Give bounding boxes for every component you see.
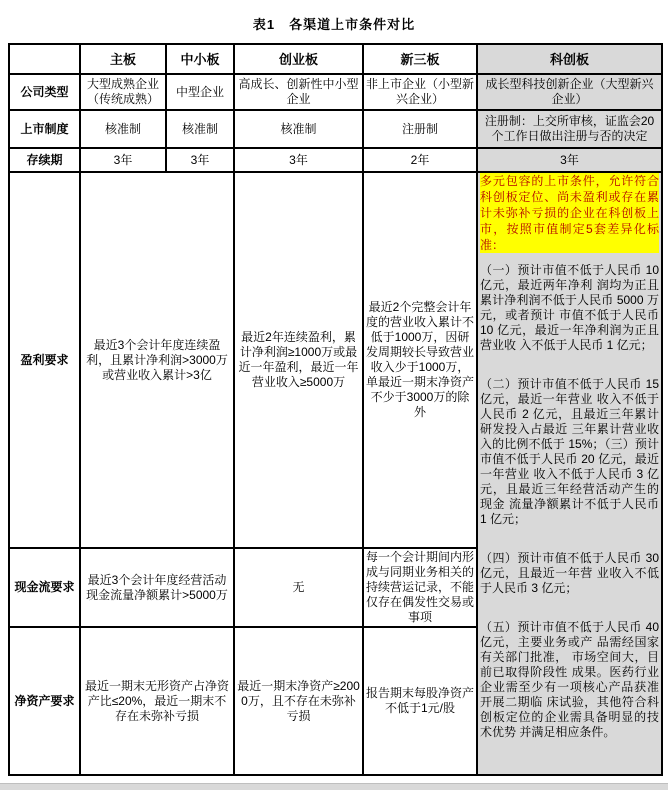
row-label-duration: 存续期 bbox=[9, 148, 80, 172]
cell-net-assets-main-sme: 最近一期末无形资产占净资产比≤20%，最近一期末不存在未弥补亏损 bbox=[80, 627, 234, 775]
row-label-profit: 盈利要求 bbox=[9, 172, 80, 548]
header-row bbox=[9, 44, 662, 74]
cell-net-assets-gem: 最近一期末净资产≥2000万，且不存在未弥补亏损 bbox=[234, 627, 363, 775]
cell-duration-sme: 3年 bbox=[166, 148, 234, 172]
row-label-company-type: 公司类型 bbox=[9, 74, 80, 110]
star-highlight-note: 多元包容的上市条件，允许符合科创板定位、尚未盈利或存在累计未弥补亏损的企业在科创板上市，按照市值制定5套差异化标准： bbox=[480, 174, 659, 252]
cell-listing-system-gem: 核准制 bbox=[234, 110, 363, 148]
cell-star-requirements bbox=[477, 172, 662, 775]
col-header-gem-board: 创业板 bbox=[234, 44, 363, 74]
row-company-type bbox=[9, 74, 662, 110]
cell-listing-system-star: 注册制：上交所审核，证监会20个工作日做出注册与否的决定 bbox=[477, 110, 662, 148]
row-label-cashflow: 现金流要求 bbox=[9, 548, 80, 627]
col-header-main-board: 主板 bbox=[80, 44, 166, 74]
cell-company-type-gem: 高成长、创新性中小型企业 bbox=[234, 74, 363, 110]
cell-company-type-sme: 中型企业 bbox=[166, 74, 234, 110]
cell-cashflow-main-sme: 最近3个会计年度经营活动现金流量净额累计>5000万 bbox=[80, 548, 234, 627]
cell-company-type-star: 成长型科技创新企业（大型新兴企业） bbox=[477, 74, 662, 110]
cell-listing-system-sme: 核准制 bbox=[166, 110, 234, 148]
star-requirements-content bbox=[480, 173, 659, 771]
cell-duration-star: 3年 bbox=[477, 148, 662, 172]
col-header-neeq-board: 新三板 bbox=[363, 44, 477, 74]
row-label-listing-system: 上市制度 bbox=[9, 110, 80, 148]
cell-net-assets-neeq: 报告期末每股净资产不低于1元/股 bbox=[363, 627, 477, 775]
col-header-sme-board: 中小板 bbox=[166, 44, 234, 74]
row-listing-system bbox=[9, 110, 662, 148]
cell-profit-gem: 最近2年连续盈利，累计净利润≥1000万或最近一年盈利，最近一年营业收入≥5000万 bbox=[234, 172, 363, 548]
star-standard-5: （五）预计市值不低于人民币 40 亿元，主要业务或产 品需经国家有关部门批准， 市场空间大，目前已取得阶段性 成果。医药行业企业需至少有一项核心产品获准开展二期临 床试验，其他符合科创板定位的企业需具备明显的技术优势 并满足相应条件。 bbox=[480, 620, 659, 739]
page-title: 表1 各渠道上市条件对比 bbox=[252, 17, 416, 32]
cell-listing-system-neeq: 注册制 bbox=[363, 110, 477, 148]
cell-profit-main-sme: 最近3个会计年度连续盈利，且累计净利润>3000万或营业收入累计>3亿 bbox=[80, 172, 234, 548]
cell-cashflow-gem: 无 bbox=[234, 548, 363, 627]
star-standard-1: （一）预计市值不低于人民币 10 亿元，最近两年净利 润均为正且累计净利润不低于人民币 5000 万元，或者预计 市值不低于人民币 10 亿元，最近一年净利润为正且营业收 入不低于人民币 1 亿元； bbox=[480, 263, 659, 352]
cell-duration-main: 3年 bbox=[80, 148, 166, 172]
cell-duration-gem: 3年 bbox=[234, 148, 363, 172]
listing-conditions-table bbox=[8, 43, 663, 776]
col-header-star-board: 科创板 bbox=[477, 44, 662, 74]
star-standard-2-3: （二）预计市值不低于人民币 15 亿元，最近一年营业 收入不低于人民币 2 亿元，且最近三年累计研发投入占最近 三年累计营业收入的比例不低于 15%；（三）预计市值不低于人民币 20 亿元，最近一年营业 收入不低于人民币 3 亿元，且最近三年经营活动产生的现金 流量净额累计不低于人民币 1 亿元； bbox=[480, 377, 659, 526]
cell-cashflow-neeq: 每一个会计期间内形成与同期业务相关的持续营运记录，不能仅存在偶发性交易或事项 bbox=[363, 548, 477, 627]
cell-listing-system-main: 核准制 bbox=[80, 110, 166, 148]
row-duration bbox=[9, 148, 662, 172]
cell-duration-neeq: 2年 bbox=[363, 148, 477, 172]
cell-company-type-neeq: 非上市企业（小型新兴企业） bbox=[363, 74, 477, 110]
cell-company-type-main: 大型成熟企业（传统成熟） bbox=[80, 74, 166, 110]
horizontal-scrollbar[interactable] bbox=[0, 782, 668, 790]
star-standard-4: （四）预计市值不低于人民币 30 亿元，且最近一年营 业收入不低于人民币 3 亿元； bbox=[480, 551, 659, 595]
cell-profit-neeq: 最近2个完整会计年度的营业收入累计不低于1000万，因研发周期较长导致营业收入少于1000万，单最近一期末净资产不少于3000万的除外 bbox=[363, 172, 477, 548]
row-label-net-assets: 净资产要求 bbox=[9, 627, 80, 775]
corner-cell bbox=[9, 44, 80, 74]
row-profit-requirement bbox=[9, 172, 662, 548]
